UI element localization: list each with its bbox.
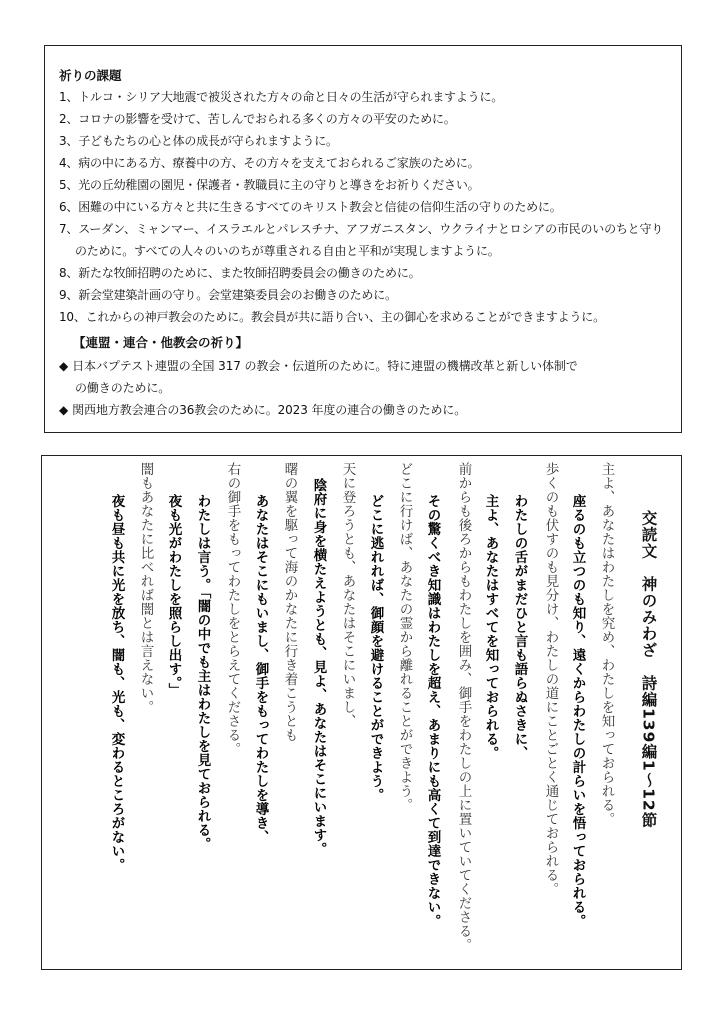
reading-line: どこに行けば、あなたの霊から離れることができよう。 (396, 462, 413, 812)
reading-line: 天に登ろうとも、あなたはそこにいまし、 (339, 462, 356, 728)
reading-line: 座るのも立つのも知り、遠くからわたしの計らいを悟っておられる。 (569, 494, 586, 928)
responsive-reading-box (41, 455, 682, 970)
reading-line: 主よ、あなたはすべてを知っておられる。 (482, 494, 499, 760)
reading-line: あなたはそこにもいまし、御手をもってわたしを導き、 (252, 494, 269, 844)
reading-title: 交読文 神のみわざ 詩編139編1～12節 (639, 510, 658, 829)
reading-line: 陰府に身を横たえようとも、見よ、あなたはそこにいます。 (310, 478, 327, 856)
prayer-item: 10、これからの神戸教会のために。教会員が共に語り合い、主の御心を求めることができますように。 (59, 310, 605, 324)
reading-line: その驚くべき知識はわたしを超え、あまりにも高くて到達できない。 (424, 494, 441, 928)
reading-line: 闇もあなたに比べれば闇とは言えない。 (137, 462, 154, 714)
reading-line: どこに逃れれば、御顔を避けることができよう。 (367, 494, 384, 802)
reading-line: 曙の翼を駆って海のかなたに行き着こうとも (281, 462, 298, 742)
reading-line: 夜も光がわたしを照らし出す。」 (165, 494, 182, 698)
union-prayer-item: ◆ 日本バプテスト連盟の全国 317 の教会・伝道所のために。特に連盟の機構改革と新しい体制で (59, 359, 578, 373)
prayer-item: 9、新会堂建築計画の守り。会堂建築委員会のお働きのために。 (59, 288, 397, 302)
diamond-bullet-icon: ◆ (59, 403, 69, 417)
prayer-item: 6、困難の中にいる方々と共に生きるすべてのキリスト教会と信徒の信仰生活の守りのために。 (59, 200, 562, 214)
reading-line: 夜も昼も共に光を放ち、闇も、光も、変わるところがない。 (108, 494, 125, 872)
prayer-heading: 祈りの課題 (59, 68, 122, 83)
prayer-item: 5、光の丘幼稚園の園児・保護者・教職員に主の守りと導きをお祈りください。 (59, 178, 480, 192)
prayer-item: 1、トルコ・シリア大地震で被災された方々の命と日々の生活が守られますように。 (59, 90, 504, 104)
prayer-topics-box (44, 45, 682, 433)
union-prayer-heading: 【連盟・連合・他教会の祈り】 (73, 335, 249, 350)
union-prayer-item: ◆ 関西地方教会連合の36教会のために。2023 年度の連合の働きのために。 (59, 403, 467, 417)
reading-line: わたしは言う。「闇の中でも主はわたしを見ておられる。 (194, 494, 211, 852)
prayer-item: 2、コロナの影響を受けて、苦しんでおられる多くの方々の平安のために。 (59, 112, 456, 126)
prayer-item: 8、新たな牧師招聘のために、また牧師招聘委員会の働きのために。 (59, 266, 421, 280)
prayer-item: 4、病の中にある方、療養中の方、その方々を支えておられるご家族のために。 (59, 156, 480, 170)
reading-line: 右の御手をもってわたしをとらえてくださる。 (224, 462, 241, 756)
reading-line: 前からも後ろからもわたしを囲み、御手をわたしの上に置いていてくださる。 (455, 462, 472, 952)
prayer-item: 3、子どもたちの心と体の成長が守られますように。 (59, 134, 338, 148)
union-prayer-item-continued: の働きのために。 (75, 381, 171, 395)
reading-line: 歩くのも伏すのも見分け、わたしの道にことごとく通じておられる。 (542, 462, 559, 896)
prayer-item-continued: のために。すべての人々のいのちが尊重される自由と平和が実現しますように。 (75, 244, 500, 258)
prayer-item: 7、スーダン、ミャンマー、イスラエルとパレスチナ、アフガニスタン、ウクライナとロシアの市民のいのちと守り (59, 222, 664, 236)
diamond-bullet-icon: ◆ (59, 359, 69, 373)
reading-line: わたしの舌がまだひと言も語らぬさきに、 (511, 494, 528, 760)
reading-line: 主よ、あなたはわたしを究め、わたしを知っておられる。 (598, 462, 615, 826)
